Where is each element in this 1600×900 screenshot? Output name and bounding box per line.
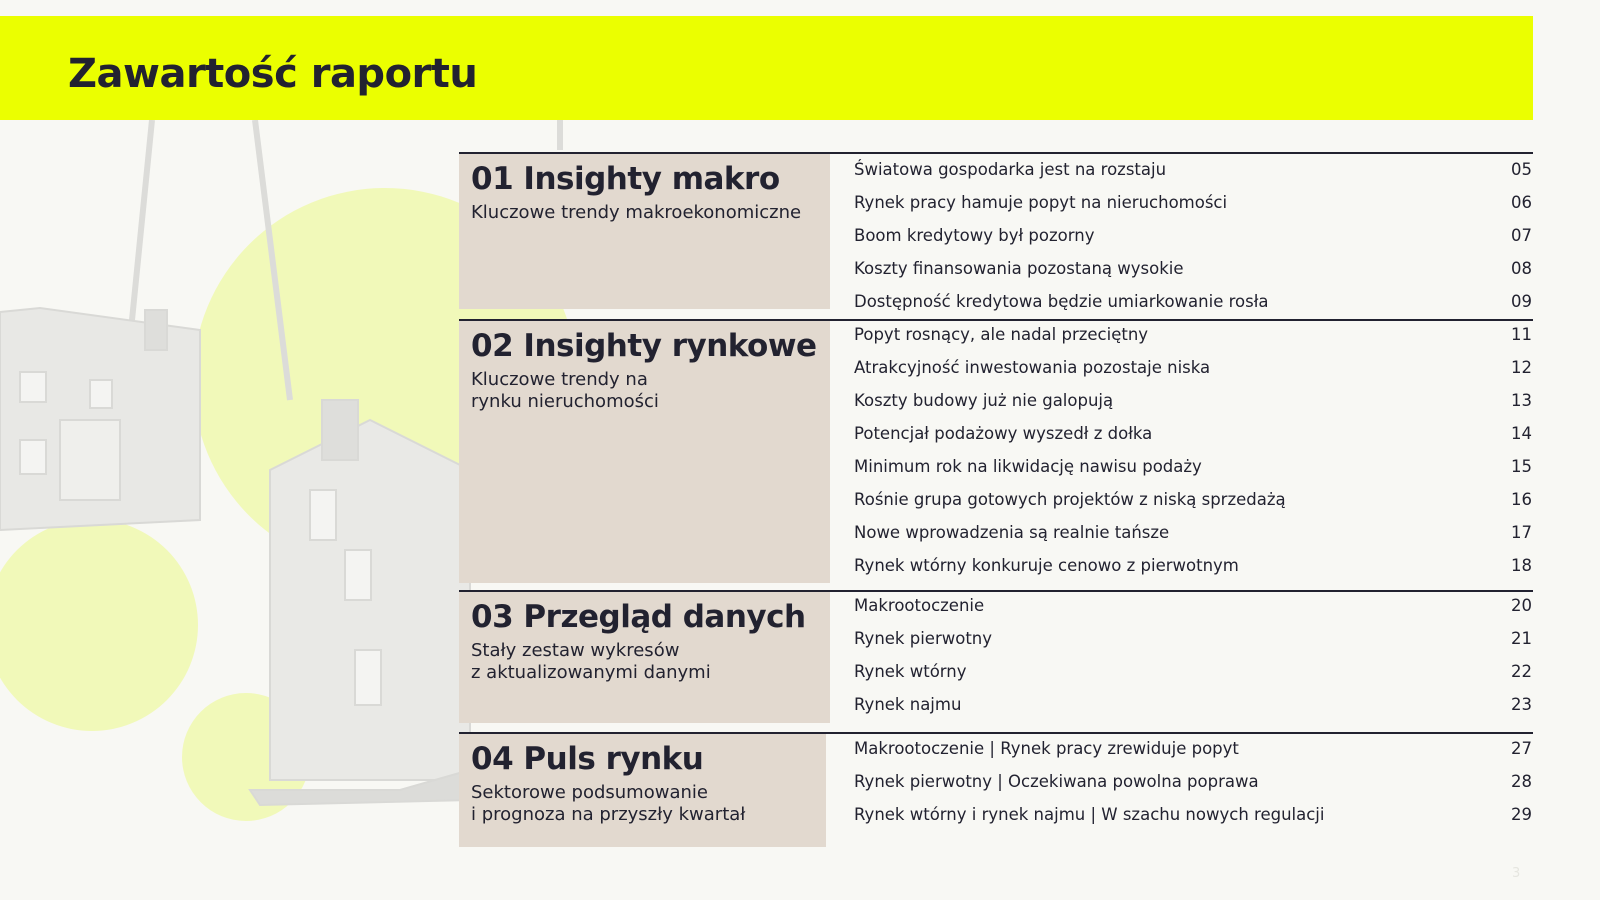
section-subtitle: Stały zestaw wykresów z aktualizowanymi danymi: [471, 640, 711, 683]
section-04-items: [854, 732, 1532, 831]
toc-item[interactable]: [854, 798, 1532, 831]
section-02-box: [459, 321, 830, 583]
toc-item-label: Rynek najmu: [854, 695, 962, 714]
section-02-items: [854, 318, 1532, 582]
toc-item-page: 13: [1511, 391, 1532, 410]
toc-item-label: Dostępność kredytowa będzie umiarkowanie rosła: [854, 292, 1269, 311]
toc-item[interactable]: [854, 589, 1532, 622]
toc-item-page: 14: [1511, 424, 1532, 443]
toc-item[interactable]: [854, 655, 1532, 688]
toc-item[interactable]: [854, 252, 1532, 285]
toc-item-label: Potencjał podażowy wyszedł z dołka: [854, 424, 1153, 443]
toc-item-page: 28: [1511, 772, 1532, 791]
toc-item-page: 12: [1511, 358, 1532, 377]
section-title: 04 Puls rynku: [471, 741, 704, 777]
section-01-items: [854, 153, 1532, 318]
toc-item[interactable]: [854, 186, 1532, 219]
toc-item-page: 05: [1511, 160, 1532, 179]
toc-item-label: Rynek pracy hamuje popyt na nieruchomości: [854, 193, 1228, 212]
toc-item-page: 15: [1511, 457, 1532, 476]
toc-item[interactable]: [854, 351, 1532, 384]
toc-item[interactable]: [854, 765, 1532, 798]
toc-item-label: Rośnie grupa gotowych projektów z niską sprzedażą: [854, 490, 1286, 509]
toc-item-label: Makrootoczenie: [854, 596, 985, 615]
toc-item[interactable]: [854, 549, 1532, 582]
toc-item-page: 06: [1511, 193, 1532, 212]
toc-item-page: 29: [1511, 805, 1532, 824]
toc-item[interactable]: [854, 153, 1532, 186]
page-title: Zawartość raportu: [68, 51, 478, 97]
toc-item-label: Minimum rok na likwidację nawisu podaży: [854, 457, 1202, 476]
toc-item-label: Nowe wprowadzenia są realnie tańsze: [854, 523, 1170, 542]
toc-item-label: Rynek wtórny i rynek najmu | W szachu nowych regulacji: [854, 805, 1325, 824]
toc-item[interactable]: [854, 285, 1532, 318]
toc-item[interactable]: [854, 688, 1532, 721]
toc-item-page: 11: [1511, 325, 1532, 344]
toc-item-label: Atrakcyjność inwestowania pozostaje niska: [854, 358, 1211, 377]
toc-item[interactable]: [854, 384, 1532, 417]
toc-item-page: 09: [1511, 292, 1532, 311]
section-01-box: [459, 154, 830, 309]
toc-item-label: Popyt rosnący, ale nadal przeciętny: [854, 325, 1149, 344]
section-subtitle: Sektorowe podsumowanie i prognoza na przyszły kwartał: [471, 782, 746, 825]
toc-item[interactable]: [854, 450, 1532, 483]
toc-item-page: 18: [1511, 556, 1532, 575]
toc-item-label: Światowa gospodarka jest na rozstaju: [854, 160, 1167, 179]
section-title: 02 Insighty rynkowe: [471, 328, 817, 364]
toc-item-page: 08: [1511, 259, 1532, 278]
section-subtitle: Kluczowe trendy makroekonomiczne: [471, 202, 802, 223]
toc-item[interactable]: [854, 732, 1532, 765]
toc-item-label: Rynek pierwotny | Oczekiwana powolna poprawa: [854, 772, 1259, 791]
toc-item-page: 16: [1511, 490, 1532, 509]
page-number: 3: [1512, 866, 1521, 881]
toc-item-page: 17: [1511, 523, 1532, 542]
section-title: 01 Insighty makro: [471, 161, 780, 197]
toc-item-label: Rynek wtórny: [854, 662, 967, 681]
toc-item[interactable]: [854, 483, 1532, 516]
toc-item-label: Koszty budowy już nie galopują: [854, 391, 1114, 410]
toc-item-label: Makrootoczenie | Rynek pracy zrewiduje popyt: [854, 739, 1239, 758]
toc-item-page: 07: [1511, 226, 1532, 245]
toc-item-page: 21: [1511, 629, 1532, 648]
toc-item[interactable]: [854, 516, 1532, 549]
section-03-box: [459, 592, 830, 723]
toc-item-label: Rynek wtórny konkuruje cenowo z pierwotnym: [854, 556, 1239, 575]
section-04-box: [459, 734, 826, 847]
section-title: 03 Przegląd danych: [471, 599, 806, 635]
section-subtitle: Kluczowe trendy na rynku nieruchomości: [471, 369, 659, 412]
section-03-items: [854, 589, 1532, 721]
toc-item-page: 23: [1511, 695, 1532, 714]
toc-item-page: 22: [1511, 662, 1532, 681]
toc-item-label: Rynek pierwotny: [854, 629, 993, 648]
toc-item-label: Boom kredytowy był pozorny: [854, 226, 1095, 245]
toc-item[interactable]: [854, 219, 1532, 252]
toc-item-label: Koszty finansowania pozostaną wysokie: [854, 259, 1184, 278]
toc-item-page: 27: [1511, 739, 1532, 758]
toc-item[interactable]: [854, 622, 1532, 655]
header-bar: [0, 16, 1533, 120]
toc-item[interactable]: [854, 417, 1532, 450]
yellow-circle-left: [0, 519, 198, 731]
toc-item[interactable]: [854, 318, 1532, 351]
toc-item-page: 20: [1511, 596, 1532, 615]
